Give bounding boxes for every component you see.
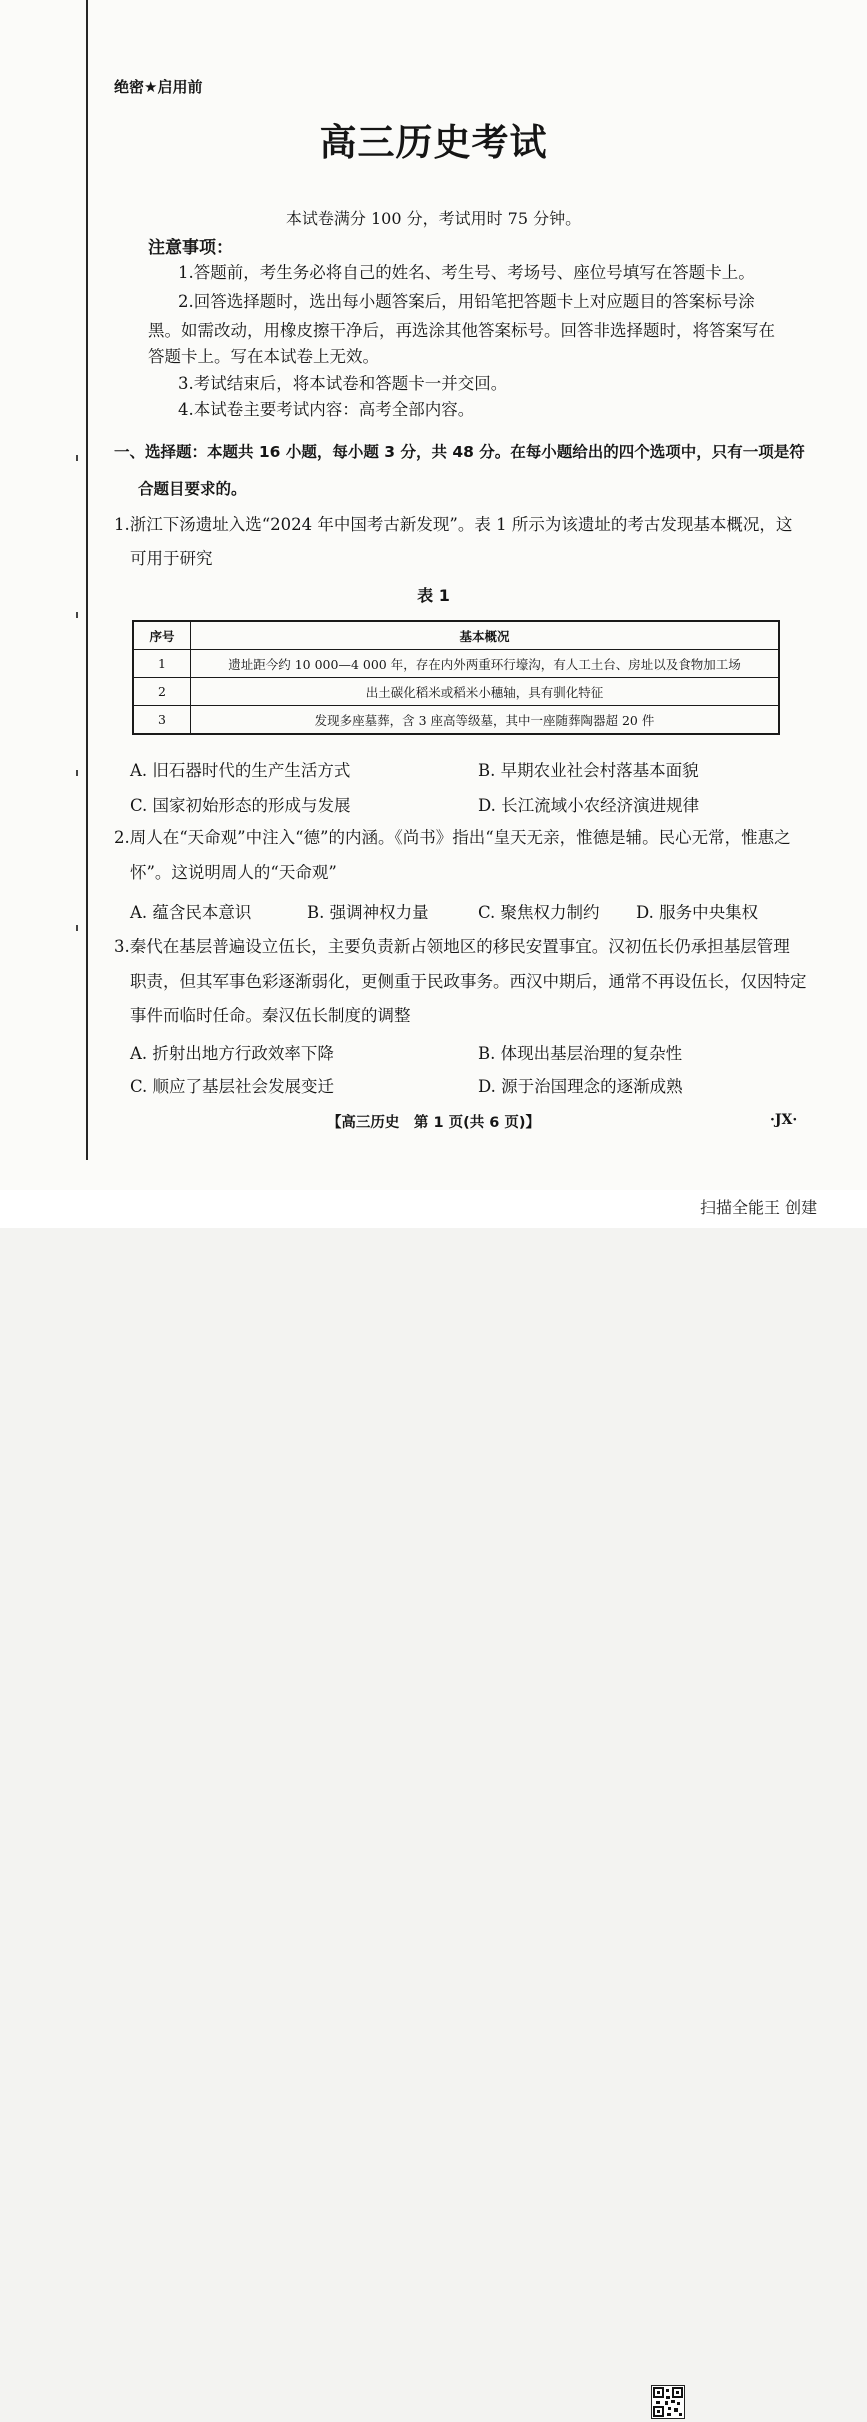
table-1 [132, 620, 780, 735]
q3-option-b: B. 体现出基层治理的复杂性 [478, 1044, 683, 1063]
page-footer: 【高三历史 第 1 页(共 6 页)】 [326, 1115, 541, 1131]
question-3-stem-cont: 职责，但其军事色彩逐渐弱化，更侧重于民政事务。西汉中期后，通常不再设伍长，仅因特定 [130, 972, 807, 991]
table-row [133, 706, 779, 735]
q1-option-c: C. 国家初始形态的形成与发展 [130, 796, 351, 815]
question-1-stem: 1.浙江下汤遗址入选“2024 年中国考古新发现”。表 1 所示为该遗址的考古发现基本概况，这 [114, 515, 793, 534]
q2-option-c: C. 聚焦权力制约 [478, 903, 600, 922]
table-header-cell: 序号 [133, 621, 191, 650]
question-3-stem-cont: 事件而临时任命。秦汉伍长制度的调整 [130, 1006, 411, 1025]
table-row [133, 678, 779, 706]
section-heading: 一、选择题：本题共 16 小题，每小题 3 分，共 48 分。在每小题给出的四个选项中，只有一项是符 [114, 443, 805, 461]
scanner-watermark-bar [0, 1190, 867, 1228]
table-cell: 发现多座墓葬，含 3 座高等级墓，其中一座随葬陶器超 20 件 [191, 706, 780, 735]
confidential-label: 绝密★启用前 [114, 78, 203, 96]
table-cell: 3 [133, 706, 191, 735]
notice-item: 1.答题前，考生务必将自己的姓名、考生号、考场号、座位号填写在答题卡上。 [178, 263, 755, 282]
margin-tick [76, 770, 78, 776]
binding-margin-line [86, 0, 88, 1160]
notice-item: 黑。如需改动，用橡皮擦干净后，再选涂其他答案标号。回答非选择题时，将答案写在 [148, 321, 775, 340]
notice-item: 答题卡上。写在本试卷上无效。 [148, 347, 379, 366]
table-header-row [133, 621, 779, 650]
q1-option-b: B. 早期农业社会村落基本面貌 [478, 761, 699, 780]
page-title: 高三历史考试 [319, 121, 548, 164]
question-1-stem-cont: 可用于研究 [130, 549, 213, 568]
margin-tick [76, 455, 78, 461]
scanner-app-label: 扫描全能王 创建 [700, 1198, 818, 1217]
margin-tick [76, 925, 78, 931]
q1-option-d: D. 长江流域小农经济演进规律 [478, 796, 700, 815]
paper-code: ·JX· [770, 1112, 798, 1128]
notice-item: 2.回答选择题时，选出每小题答案后，用铅笔把答题卡上对应题目的答案标号涂 [178, 292, 755, 311]
table-cell: 出土碳化稻米或稻米小穗轴，具有驯化特征 [191, 678, 780, 706]
table-cell: 2 [133, 678, 191, 706]
q3-option-a: A. 折射出地方行政效率下降 [130, 1044, 334, 1063]
question-2-stem-cont: 怀”。这说明周人的“天命观” [130, 863, 337, 882]
table-cell: 遗址距今约 10 000—4 000 年，存在内外两重环行壕沟，有人工土台、房址以及食物加工场 [191, 650, 780, 678]
q1-option-a: A. 旧石器时代的生产生活方式 [130, 761, 351, 780]
margin-tick [76, 612, 78, 618]
notice-item: 4.本试卷主要考试内容：高考全部内容。 [178, 400, 475, 419]
table-cell: 1 [133, 650, 191, 678]
table-caption: 表 1 [417, 586, 450, 605]
q2-option-a: A. 蕴含民本意识 [130, 903, 252, 922]
exam-info: 本试卷满分 100 分，考试用时 75 分钟。 [285, 209, 582, 228]
q2-option-d: D. 服务中央集权 [636, 903, 759, 922]
question-2-stem: 2.周人在“天命观”中注入“德”的内涵。《尚书》指出“皇天无亲，惟德是辅。民心无常，惟惠之 [114, 828, 791, 847]
table-header-cell: 基本概况 [191, 621, 780, 650]
q3-option-d: D. 源于治国理念的逐渐成熟 [478, 1077, 683, 1096]
qr-code-icon [651, 2385, 685, 2419]
question-3-stem: 3.秦代在基层普遍设立伍长，主要负责新占领地区的移民安置事宜。汉初伍长仍承担基层管理 [114, 937, 790, 956]
table-row [133, 650, 779, 678]
notice-heading: 注意事项： [148, 238, 233, 258]
q2-option-b: B. 强调神权力量 [307, 903, 429, 922]
section-heading-cont: 合题目要求的。 [138, 480, 247, 498]
notice-item: 3.考试结束后，将本试卷和答题卡一并交回。 [178, 374, 508, 393]
q3-option-c: C. 顺应了基层社会发展变迁 [130, 1077, 335, 1096]
